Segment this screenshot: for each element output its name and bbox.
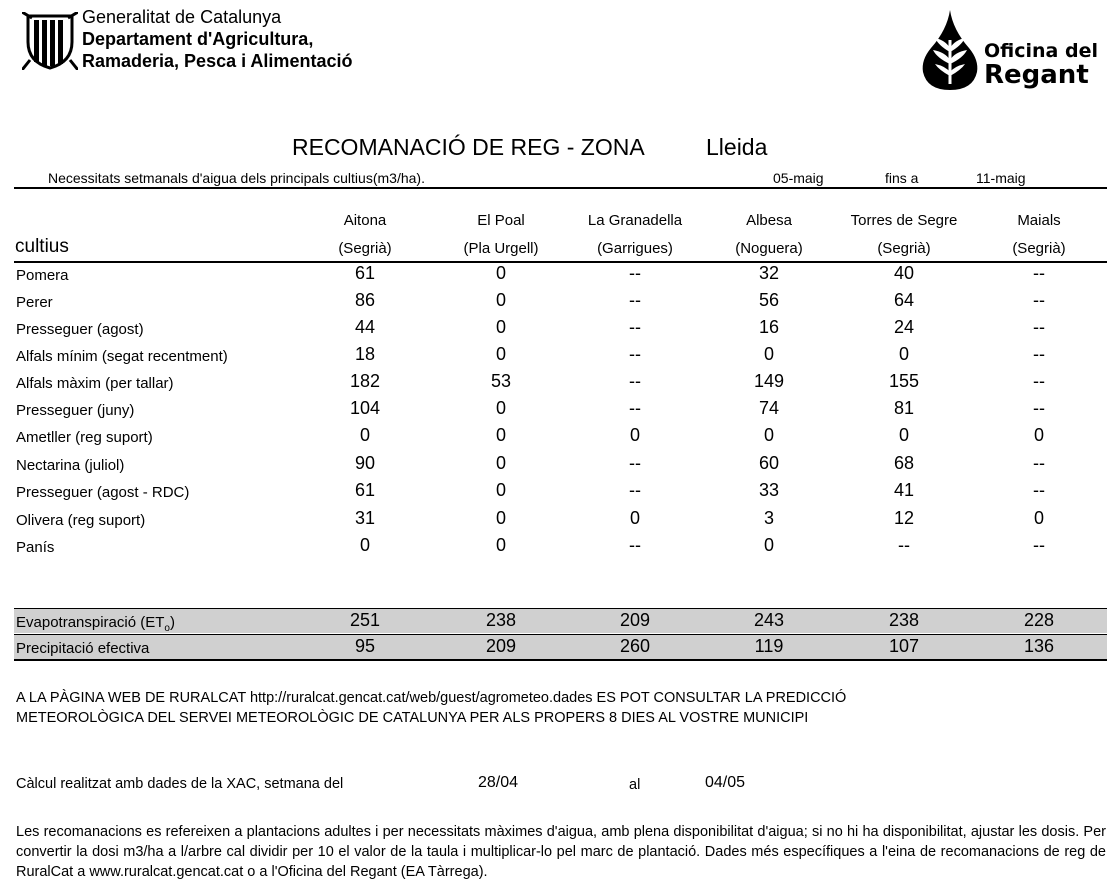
cell-value: --	[1033, 480, 1045, 500]
cell-value: --	[629, 398, 641, 418]
station-name: La Granadella	[587, 212, 683, 229]
station-name: Torres de Segre	[850, 212, 958, 229]
cell-value: 3	[763, 508, 774, 528]
crop-name: Nectarina (juliol)	[16, 457, 125, 474]
date-to: 11-maig	[976, 170, 1026, 186]
summary-bottom-divider	[14, 659, 1107, 661]
table-row	[0, 477, 1117, 504]
summary-label: Precipitació efectiva	[16, 640, 150, 657]
cell-value: 251	[349, 610, 381, 630]
cell-value: 107	[888, 636, 920, 656]
cell-value: 0	[763, 344, 774, 364]
crop-name: Ametller (reg suport)	[16, 429, 153, 446]
cell-value: 0	[359, 535, 370, 555]
crop-name: Presseguer (juny)	[16, 402, 135, 419]
cell-value: 56	[758, 290, 780, 310]
logo-line-1: Oficina del	[984, 40, 1098, 62]
crop-name: Alfals mínim (segat recentment)	[16, 348, 228, 365]
cell-value: 0	[763, 425, 774, 445]
cell-value: 228	[1023, 610, 1055, 630]
crop-name: Presseguer (agost - RDC)	[16, 484, 190, 501]
regant-logo-text	[984, 40, 1098, 88]
table-row	[0, 341, 1117, 368]
cell-value: 0	[495, 453, 506, 473]
cell-value: 12	[893, 508, 915, 528]
cell-value: 33	[758, 480, 780, 500]
cell-value: 238	[888, 610, 920, 630]
logo-line-2: Regant	[984, 60, 1089, 90]
header-divider	[14, 187, 1107, 189]
cell-value: 0	[495, 290, 506, 310]
cell-value: 0	[495, 425, 506, 445]
cell-value: 0	[495, 508, 506, 528]
cell-value: 209	[485, 636, 517, 656]
cell-value: 0	[495, 317, 506, 337]
station-region: (Noguera)	[735, 240, 803, 257]
water-drop-logo-icon	[917, 8, 983, 92]
table-row	[0, 395, 1117, 422]
crop-name: Panís	[16, 539, 55, 556]
cell-value: 68	[893, 453, 915, 473]
cell-value: 0	[763, 535, 774, 555]
ruralcat-note-line-2: METEOROLÒGICA DEL SERVEI METEOROLÒGIC DE CATALUNYA PER ALS PROPERS 8 DIES AL VOSTRE MUNICIPI	[16, 710, 809, 726]
table-row	[0, 314, 1117, 341]
cell-value: 24	[893, 317, 915, 337]
cell-value: 44	[354, 317, 376, 337]
cell-value: 16	[758, 317, 780, 337]
cell-value: --	[1033, 371, 1045, 391]
cell-value: 86	[354, 290, 376, 310]
cell-value: 119	[754, 636, 784, 656]
table-row	[0, 260, 1117, 287]
station-name: Aitona	[343, 212, 387, 229]
cell-value: 41	[893, 480, 915, 500]
cell-value: 53	[490, 371, 512, 391]
org-line-3: Ramaderia, Pesca i Alimentació	[82, 51, 353, 71]
cell-value: 260	[619, 636, 651, 656]
cell-value: 31	[354, 508, 376, 528]
crop-name: Perer	[16, 294, 53, 311]
crop-name: Pomera	[16, 267, 69, 284]
cell-value: --	[898, 535, 910, 555]
subtitle-text: Necessitats setmanals d'aigua dels principals cultius(m3/ha).	[48, 170, 425, 186]
organization-name	[82, 6, 352, 72]
ruralcat-note	[16, 688, 1106, 728]
station-region: (Segrià)	[877, 240, 931, 257]
cell-value: 0	[495, 263, 506, 283]
table-row	[0, 368, 1117, 395]
cell-value: --	[629, 290, 641, 310]
table-row	[0, 505, 1117, 532]
cell-value: 182	[349, 371, 381, 391]
table-row	[0, 287, 1117, 314]
cell-value: 243	[753, 610, 785, 630]
cell-value: 64	[893, 290, 915, 310]
cell-value: 155	[888, 371, 920, 391]
date-fins: fins a	[885, 170, 919, 186]
cell-value: --	[1033, 317, 1045, 337]
cell-value: 0	[898, 425, 909, 445]
cell-value: 0	[495, 398, 506, 418]
crop-name: Olivera (reg suport)	[16, 512, 146, 529]
cell-value: 95	[354, 636, 376, 656]
cell-value: 32	[758, 263, 780, 283]
cell-value: 0	[629, 425, 640, 445]
cell-value: 238	[485, 610, 517, 630]
cell-value: 0	[898, 344, 909, 364]
cell-value: --	[629, 535, 641, 555]
cell-value: --	[1033, 398, 1045, 418]
calc-al: al	[629, 777, 641, 793]
station-region: (Pla Urgell)	[463, 240, 539, 257]
summary-label: Evapotranspiració $(ET_o)$	[16, 614, 175, 634]
cell-value: --	[629, 317, 641, 337]
date-from: 05-maig	[773, 170, 824, 186]
table-row	[0, 422, 1117, 449]
footer-note: Les recomanacions es refereixen a plantacions adultes i per necessitats màximes d'aigua, amb plena disponibilitat d'aigua; si no hi ha disponibilitat, ajustar les dosis. Per convertir la dosi m3/ha a l/arbre cal dividir per 10 el valor de la taula i multiplicar-lo pel marc de plantació. Dades més específiques a l'eina de recomanacions de reg de RuralCat a www.ruralcat.gencat.cat o a l'Oficina del Regant (EA Tàrrega).	[16, 824, 1106, 880]
calc-date-from: 28/04	[478, 774, 519, 791]
org-line-1: Generalitat de Catalunya	[82, 7, 282, 27]
cell-value: 0	[495, 344, 506, 364]
cell-value: 149	[753, 371, 785, 391]
calc-date-to: 04/05	[705, 774, 746, 791]
cell-value: 0	[495, 535, 506, 555]
org-line-2: Departament d'Agricultura,	[82, 29, 314, 49]
generalitat-logo-icon	[22, 12, 78, 70]
cell-value: 81	[893, 398, 915, 418]
cell-value: 0	[359, 425, 370, 445]
cell-value: 209	[619, 610, 651, 630]
cell-value: --	[629, 263, 641, 283]
cell-value: --	[1033, 263, 1045, 283]
cell-value: --	[629, 344, 641, 364]
station-region: (Segrià)	[1012, 240, 1066, 257]
crop-name: Alfals màxim (per tallar)	[16, 375, 174, 392]
crop-name: Presseguer (agost)	[16, 321, 144, 338]
cell-value: --	[1033, 344, 1045, 364]
cell-value: 40	[893, 263, 915, 283]
summary-row-precip	[14, 635, 1107, 659]
table-row	[0, 532, 1117, 559]
cell-value: 90	[354, 453, 376, 473]
cell-value: --	[1033, 290, 1045, 310]
cell-value: 0	[1033, 425, 1044, 445]
cell-value: 104	[349, 398, 381, 418]
cell-value: --	[629, 453, 641, 473]
cell-value: 0	[1033, 508, 1044, 528]
ruralcat-note-line-1: A LA PÀGINA WEB DE RURALCAT http://ruralcat.gencat.cat/web/guest/agrometeo.dades ES POT CONSULTAR LA PREDICCIÓ	[16, 690, 847, 706]
station-region: (Garrigues)	[597, 240, 673, 257]
cell-value: --	[629, 371, 641, 391]
zone-name: Lleida	[706, 134, 768, 160]
station-region: (Segrià)	[338, 240, 392, 257]
cell-value: 74	[758, 398, 780, 418]
cell-value: --	[1033, 453, 1045, 473]
cell-value: --	[629, 480, 641, 500]
cell-value: 61	[354, 480, 376, 500]
cell-value: 0	[629, 508, 640, 528]
cell-value: 60	[758, 453, 780, 473]
cell-value: 0	[495, 480, 506, 500]
crop-column-header: cultius	[15, 236, 69, 257]
station-name: Albesa	[746, 212, 792, 229]
cell-value: 136	[1023, 636, 1055, 656]
page-title: RECOMANACIÓ DE REG - ZONA	[292, 134, 645, 160]
station-name: El Poal	[477, 212, 525, 229]
calc-label: Càlcul realitzat amb dades de la XAC, setmana del	[16, 776, 344, 792]
summary-row-et	[14, 609, 1107, 633]
station-name: Maials	[1017, 212, 1061, 229]
table-row	[0, 450, 1117, 477]
cell-value: 18	[354, 344, 376, 364]
cell-value: 61	[354, 263, 376, 283]
cell-value: --	[1033, 535, 1045, 555]
